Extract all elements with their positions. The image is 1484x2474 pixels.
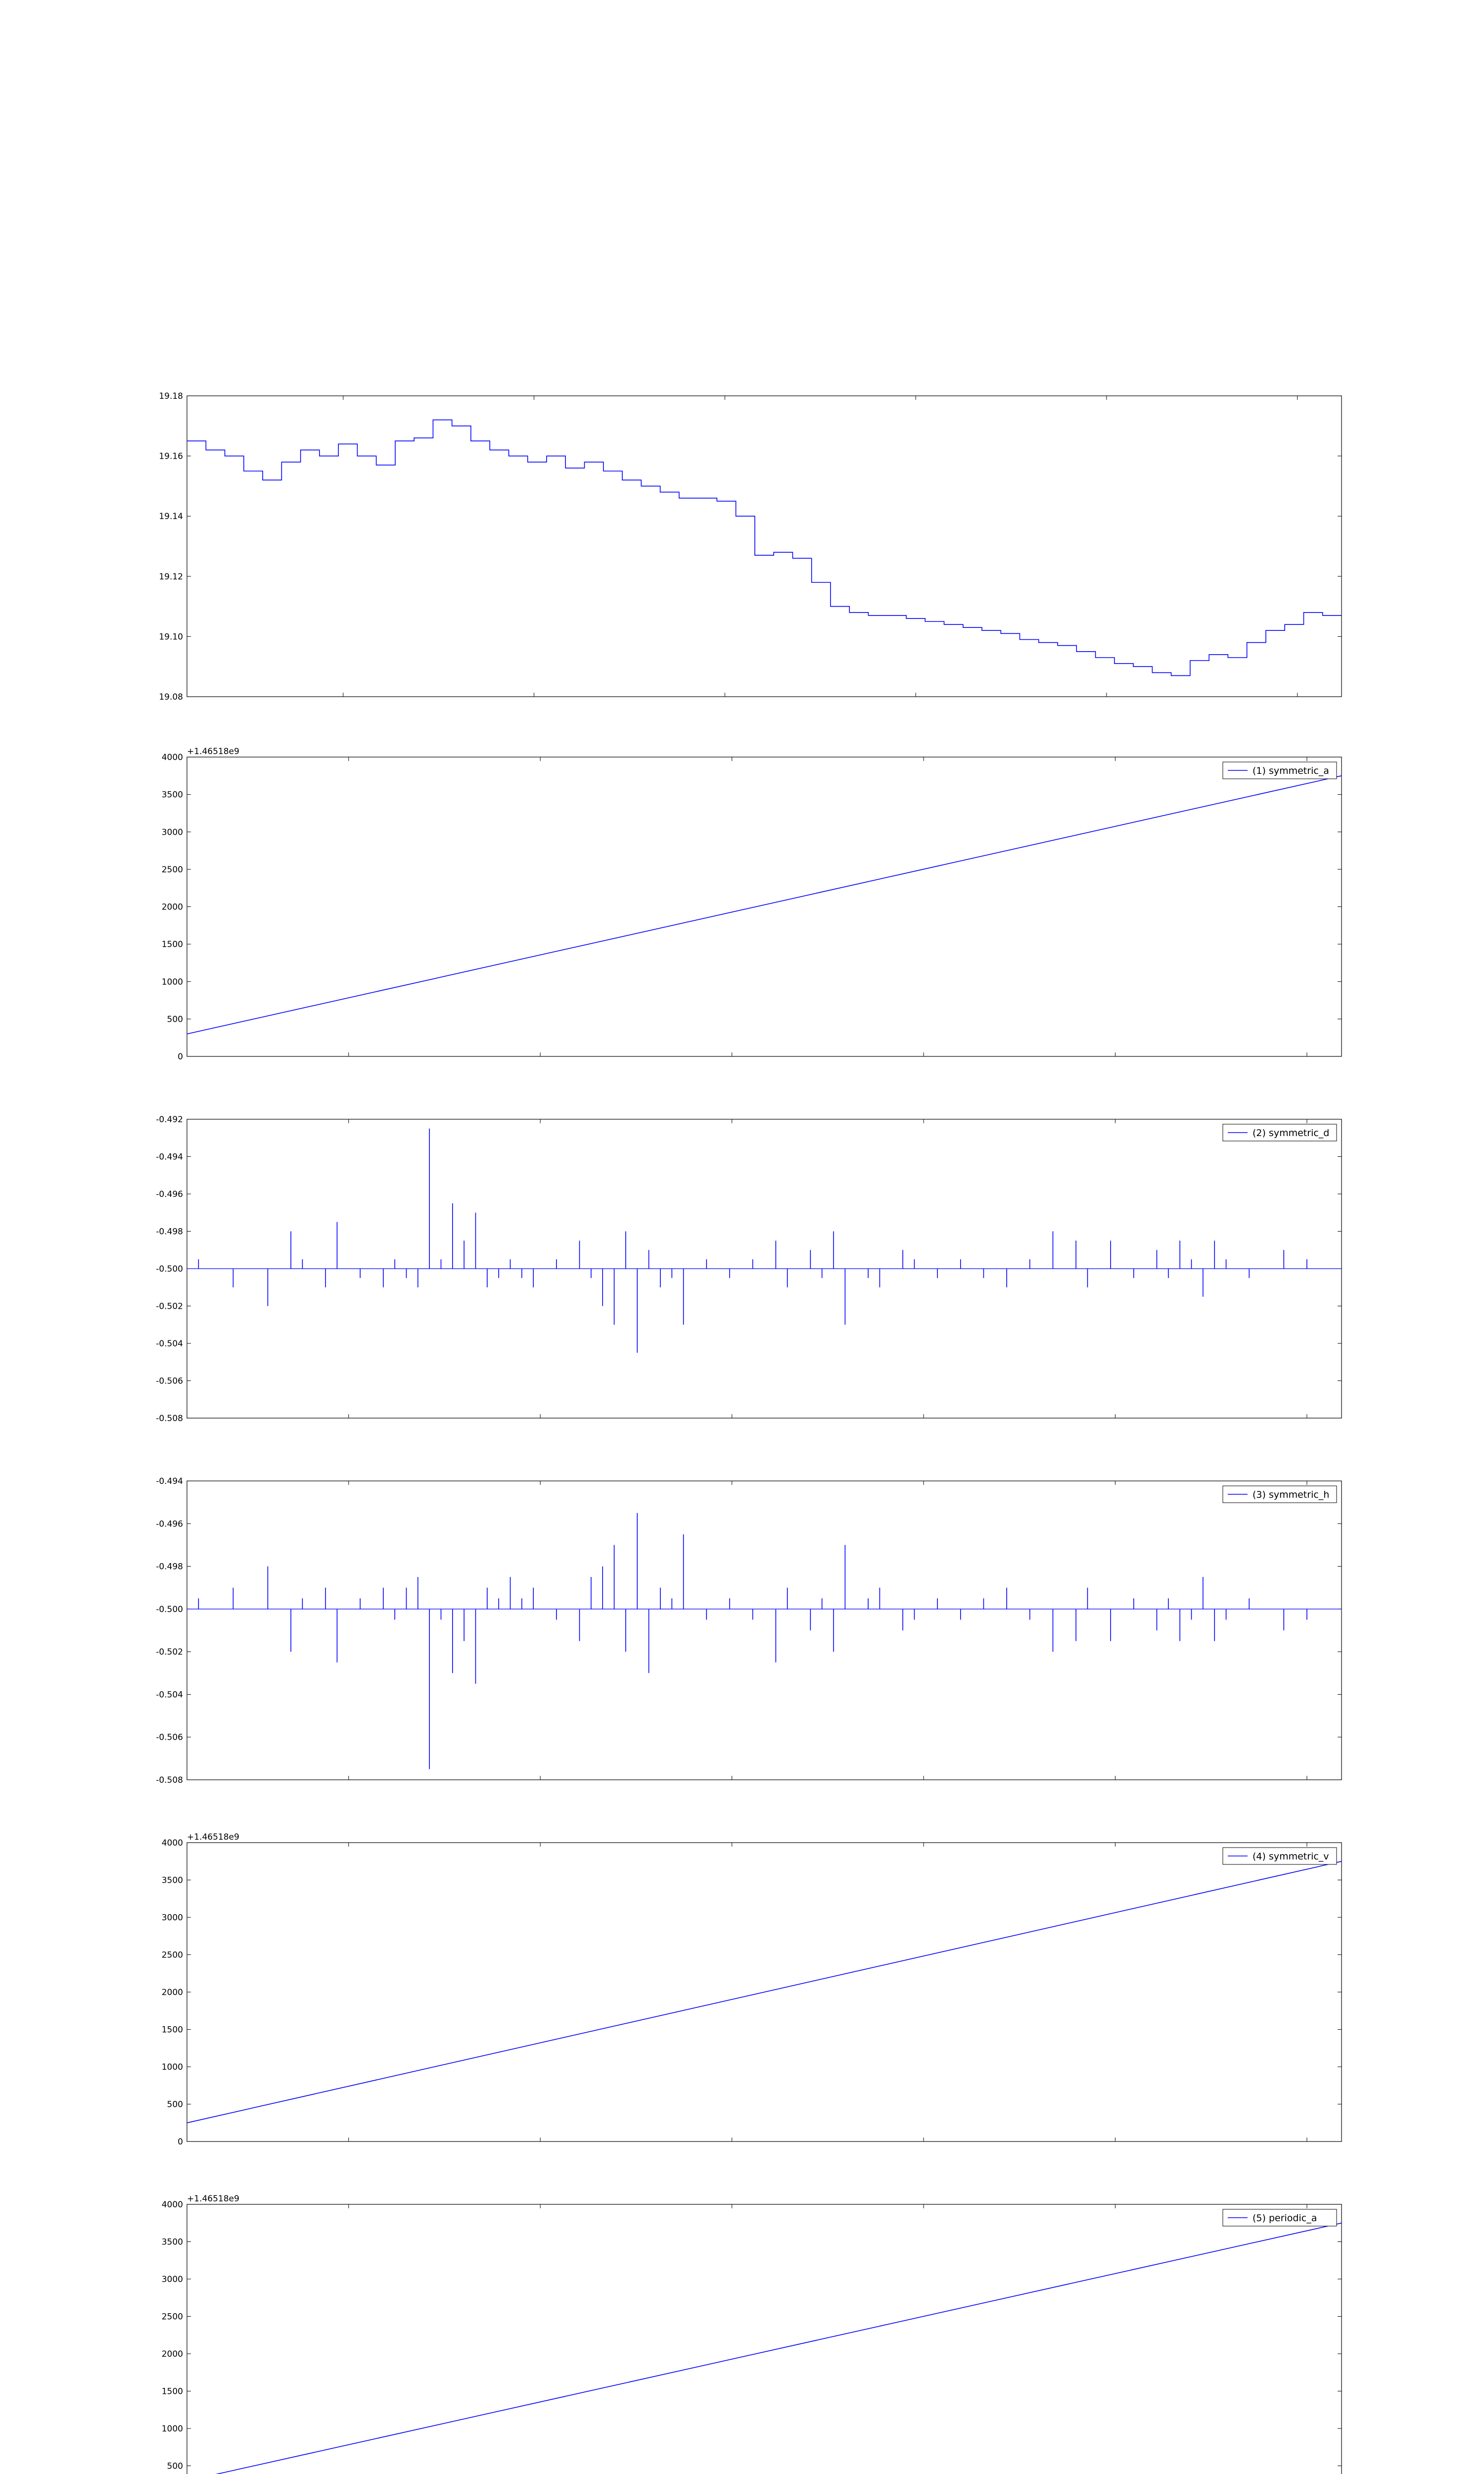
y-tick-label: 500 — [167, 2099, 183, 2110]
y-tick-label: -0.492 — [156, 1115, 183, 1125]
y-tick-label: -0.500 — [156, 1264, 183, 1274]
y-tick-label: -0.498 — [156, 1562, 183, 1572]
y-tick-label: -0.504 — [156, 1690, 183, 1700]
y-tick-label: -0.504 — [156, 1339, 183, 1349]
y-tick-label: 4000 — [161, 2200, 183, 2210]
legend-label: (3) symmetric_h — [1252, 1489, 1330, 1500]
legend-label: (5) periodic_a — [1252, 2213, 1317, 2224]
y-tick-label: 0 — [178, 1052, 183, 1062]
y-tick-label: 19.10 — [159, 632, 183, 642]
y-tick-label: 1500 — [161, 2386, 183, 2397]
y-tick-label: -0.494 — [156, 1476, 183, 1486]
y-tick-label: 1000 — [161, 2424, 183, 2434]
y-tick-label: 2000 — [161, 902, 183, 912]
y-tick-label: 4000 — [161, 753, 183, 762]
y-tick-label: 3000 — [161, 1913, 183, 1923]
y-tick-label: 3000 — [161, 2275, 183, 2284]
y-tick-label: 19.14 — [159, 512, 183, 522]
y-tick-label: 3000 — [161, 827, 183, 838]
y-tick-label: 500 — [167, 1014, 183, 1025]
y-tick-label: 2500 — [161, 1950, 183, 1960]
y-tick-label: 1500 — [161, 940, 183, 950]
y-tick-label: -0.508 — [156, 1775, 183, 1785]
y-tick-label: 19.12 — [159, 571, 183, 582]
y-offset-label: +1.46518e9 — [187, 1832, 239, 1842]
y-tick-label: -0.502 — [156, 1301, 183, 1312]
y-tick-label: -0.496 — [156, 1189, 183, 1199]
y-tick-label: 1500 — [161, 2025, 183, 2035]
y-tick-label: 1000 — [161, 977, 183, 987]
y-tick-label: 19.18 — [159, 391, 183, 401]
legend-label: (1) symmetric_a — [1252, 765, 1329, 776]
legend-label: (4) symmetric_v — [1252, 1851, 1329, 1862]
y-tick-label: 2000 — [161, 2349, 183, 2359]
y-tick-label: -0.496 — [156, 1519, 183, 1529]
y-tick-label: -0.506 — [156, 1376, 183, 1386]
y-tick-label: 4000 — [161, 1838, 183, 1848]
legend-label: (2) symmetric_d — [1252, 1128, 1330, 1139]
y-tick-label: 1000 — [161, 2062, 183, 2072]
y-tick-label: 3500 — [161, 790, 183, 800]
y-offset-label: +1.46518e9 — [187, 747, 239, 757]
y-tick-label: -0.506 — [156, 1732, 183, 1743]
y-tick-label: 19.16 — [159, 451, 183, 462]
y-tick-label: 19.08 — [159, 692, 183, 702]
y-tick-label: 2500 — [161, 2312, 183, 2322]
y-tick-label: -0.498 — [156, 1227, 183, 1237]
y-tick-label: -0.494 — [156, 1152, 183, 1162]
y-tick-label: 2000 — [161, 1988, 183, 1998]
y-tick-label: 2500 — [161, 864, 183, 875]
y-tick-label: 0 — [178, 2137, 183, 2147]
y-tick-label: 500 — [167, 2461, 183, 2472]
y-tick-label: -0.502 — [156, 1647, 183, 1658]
y-tick-label: 3500 — [161, 1875, 183, 1886]
y-tick-label: -0.508 — [156, 1414, 183, 1424]
y-tick-label: 3500 — [161, 2237, 183, 2247]
y-offset-label: +1.46518e9 — [187, 2194, 239, 2204]
y-tick-label: -0.500 — [156, 1604, 183, 1615]
